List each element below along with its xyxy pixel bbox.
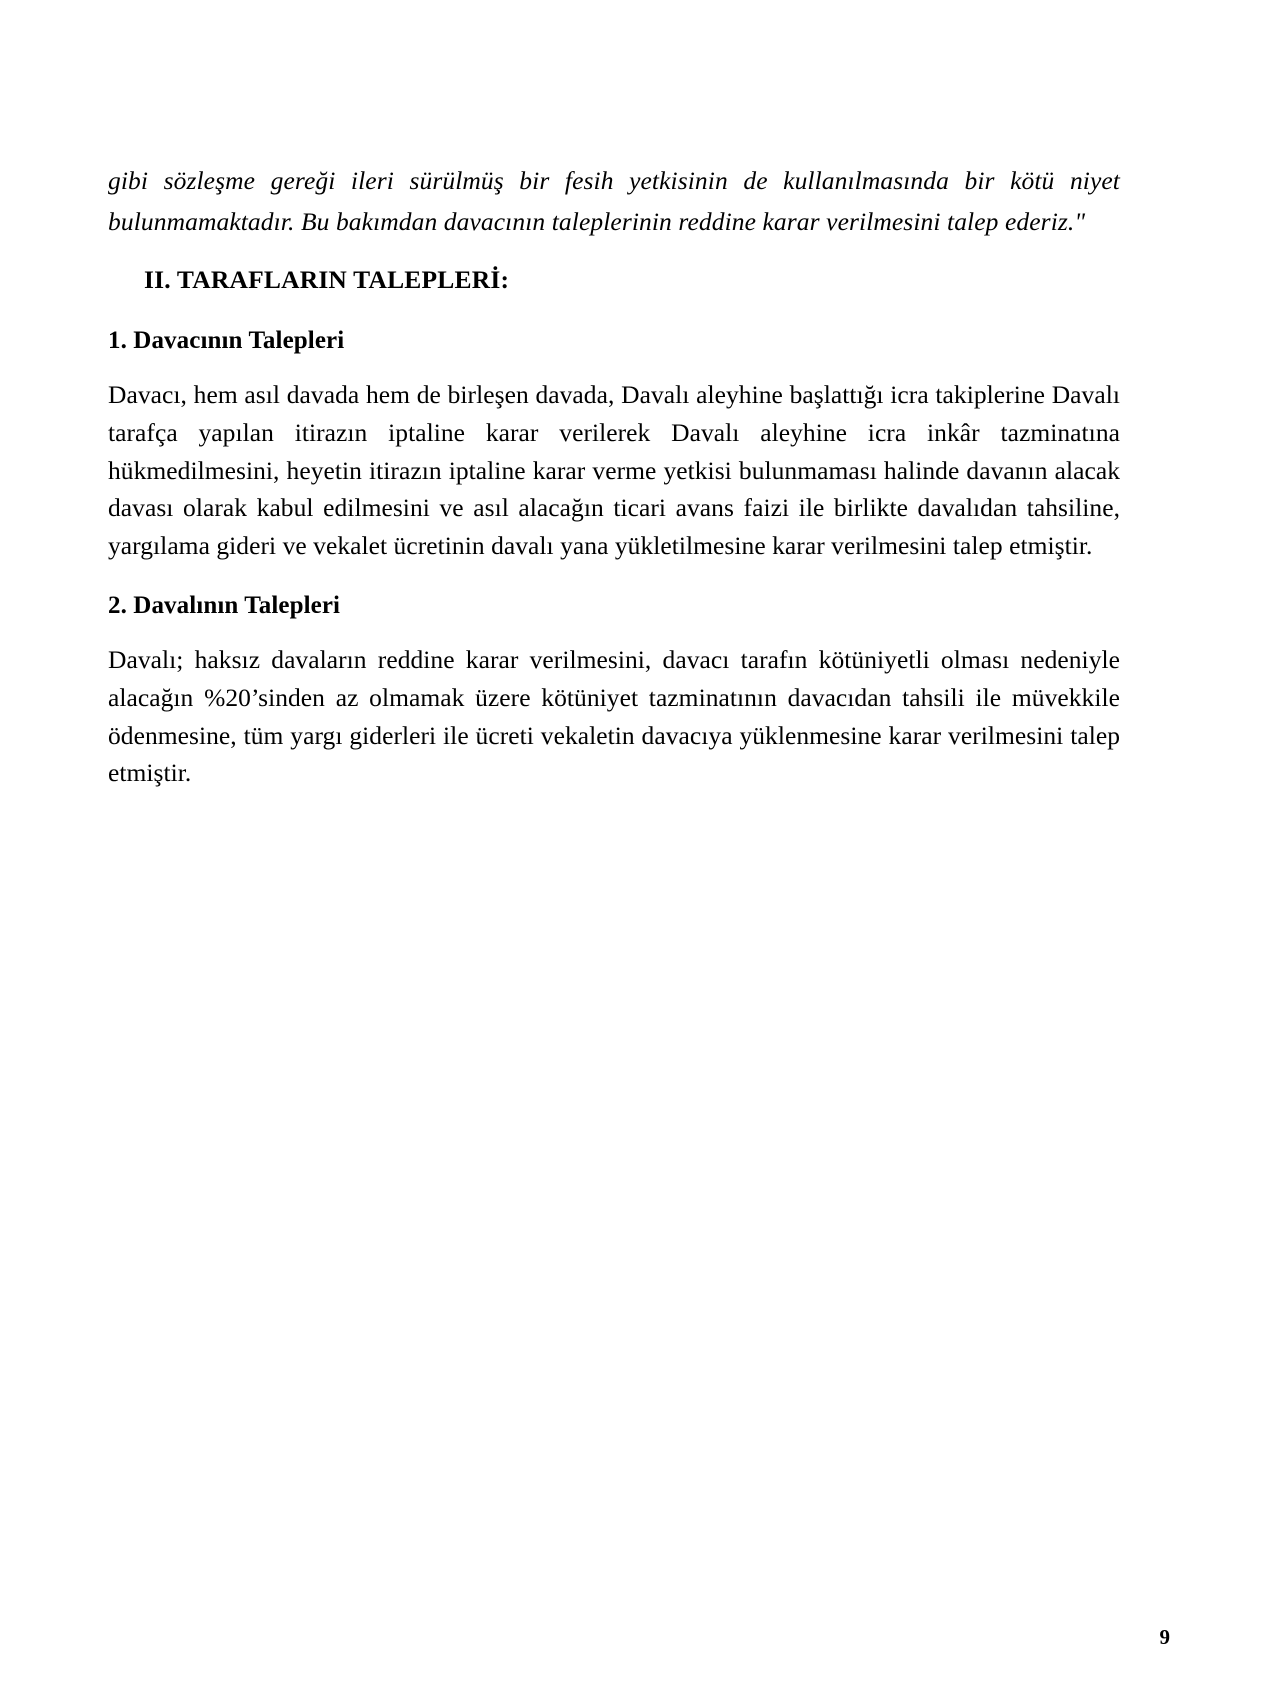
page-content — [108, 160, 1120, 792]
page-number: 9 — [1159, 1625, 1170, 1649]
paragraph-davalinin-talepleri: Davalı; haksız davaların reddine karar verilmesini, davacı tarafın kötüniyetli olması nedeniyle alacağın %20’sinden az olmamak üzere kötüniyet tazminatının davacıdan tahsili ile müvekkile ödenmesine, tüm yargı giderleri ile ücreti vekaletin davacıya yüklenmesine karar verilmesini talep etmiştir. — [108, 644, 1120, 788]
subheading-davalinin-talepleri: 2. Davalının Talepleri — [108, 591, 341, 619]
paragraph-davacinin-talepleri: Davacı, hem asıl davada hem de birleşen davada, Davalı aleyhine başlattığı icra takiplerine Davalı tarafça yapılan itirazın iptaline karar verilerek Davalı aleyhine icra inkâr tazminatına hükmedilmesini, heyetin itirazın iptaline karar verme yetkisi bulunmaması halinde davanın alacak davası olarak kabul edilmesini ve asıl alacağın ticari avans faizi ile birlikte davalıdan tahsiline, yargılama gideri ve vekalet ücretinin davalı yana yükletilmesine karar verilmesini talep etmiştir. — [108, 380, 1120, 561]
section-heading-taraflarin-talepleri: II. TARAFLARIN TALEPLERİ: — [144, 265, 510, 294]
quoted-paragraph: gibi sözleşme gereği ileri sürülmüş bir fesih yetkisinin de kullanılmasında bir kötü niyet bulunmamaktadır. Bu bakımdan davacının taleplerinin reddine karar verilmesini talep ederiz." — [108, 166, 1120, 236]
subheading-davacinin-talepleri: 1. Davacının Talepleri — [108, 327, 345, 354]
